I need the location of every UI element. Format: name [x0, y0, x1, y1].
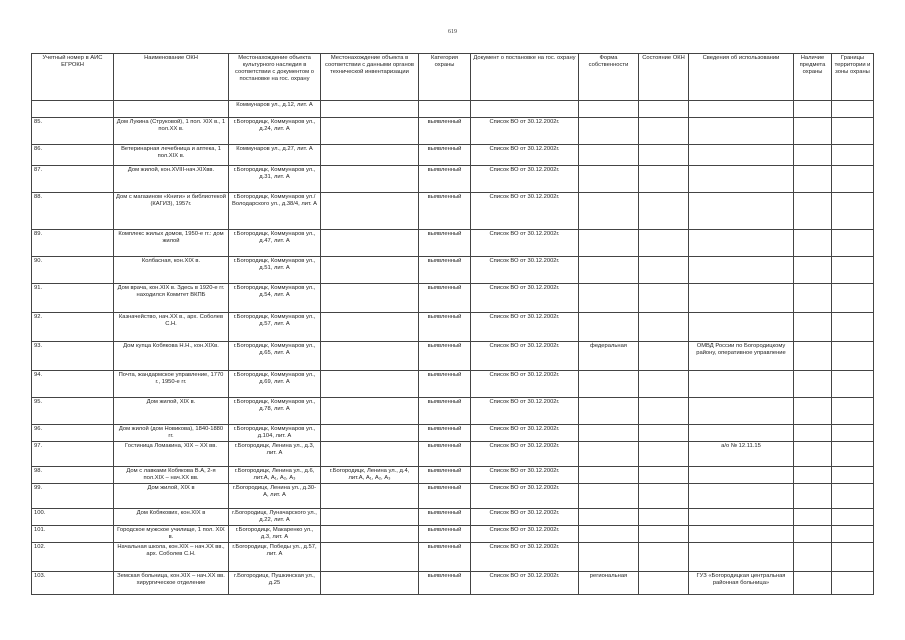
cell-location: г.Богородицк, Коммунаров ул., д.57, лит. А — [229, 313, 321, 342]
cell-state — [639, 442, 689, 467]
cell-location: г.Богородицк, Коммунаров ул., д.104, лит. А — [229, 425, 321, 442]
cell-document: Список ВО от 30.12.2002г. — [471, 467, 579, 484]
cell-usage — [689, 398, 794, 425]
table-row — [32, 257, 874, 284]
cell-document: Список ВО от 30.12.2002г. — [471, 442, 579, 467]
table-row — [32, 145, 874, 166]
cell-num: 90. — [32, 257, 114, 284]
cell-document: Список ВО от 30.12.2002г. — [471, 313, 579, 342]
cell-name: Ветеринарная лечебница и аптека, 1 пол.XIX в. — [114, 145, 229, 166]
cell-state — [639, 230, 689, 257]
cell-ownership — [579, 284, 639, 313]
cell-name: Дом купца Кобякова Н.Н., кон.XIXв. — [114, 342, 229, 371]
column-header: Сведения об использовании — [689, 54, 794, 101]
cell-bti — [321, 484, 419, 509]
cell-subject — [794, 118, 832, 145]
cell-ownership — [579, 313, 639, 342]
cell-name: Колбасная, кон.XIX в. — [114, 257, 229, 284]
column-header: Наличие предмета охраны — [794, 54, 832, 101]
header-row — [32, 54, 874, 101]
column-header: Документ о постановке на гос. охрану — [471, 54, 579, 101]
cell-subject — [794, 342, 832, 371]
cell-location: г.Богородицк, Ленина ул., д.3, лит. А — [229, 442, 321, 467]
table-row — [32, 398, 874, 425]
cell-ownership — [579, 425, 639, 442]
cell-document: Список ВО от 30.12.2002г. — [471, 166, 579, 193]
cell-usage — [689, 284, 794, 313]
cell-num: 93. — [32, 342, 114, 371]
cell-num: 92. — [32, 313, 114, 342]
column-header: Границы территории и зоны охраны — [832, 54, 874, 101]
cell-ownership — [579, 398, 639, 425]
cell-state — [639, 313, 689, 342]
cell-bti — [321, 313, 419, 342]
cell-num: 102. — [32, 543, 114, 572]
cell-state — [639, 284, 689, 313]
cell-category: выявленный — [419, 509, 471, 526]
column-header: Форма собственности — [579, 54, 639, 101]
cell-state — [639, 543, 689, 572]
cell-subject — [794, 193, 832, 230]
cell-document: Список ВО от 30.12.2002г. — [471, 230, 579, 257]
cell-ownership — [579, 166, 639, 193]
cell-subject — [794, 398, 832, 425]
cell-bti — [321, 257, 419, 284]
cell-state — [639, 484, 689, 509]
cell-num: 94. — [32, 371, 114, 398]
cell-location: г.Богородицк, Коммунаров ул., д.51, лит. А — [229, 257, 321, 284]
cell-category: выявленный — [419, 572, 471, 595]
continuation-row — [32, 101, 874, 118]
cell-usage — [689, 313, 794, 342]
cell-document: Список ВО от 30.12.2002г. — [471, 284, 579, 313]
cell-name: Дом жилой, XIX в. — [114, 398, 229, 425]
cell-document: Список ВО от 30.12.2002г. — [471, 371, 579, 398]
cell-subject — [794, 526, 832, 543]
cell-document: Список ВО от 30.12.2002г. — [471, 342, 579, 371]
cell-num: 98. — [32, 467, 114, 484]
table-row — [32, 572, 874, 595]
cell-category: выявленный — [419, 145, 471, 166]
cell-name: Казначейство, нач.XX в., арх. Соболев С.Н. — [114, 313, 229, 342]
cell-subject — [794, 145, 832, 166]
cell-state — [639, 118, 689, 145]
table-row — [32, 425, 874, 442]
cell-name: Дом Кобякових, кон.XIX в — [114, 509, 229, 526]
cell-bti — [321, 118, 419, 145]
cell-state — [639, 166, 689, 193]
cell-usage — [689, 509, 794, 526]
cell-ownership — [579, 543, 639, 572]
cell-bounds — [832, 193, 874, 230]
cell-bounds — [832, 526, 874, 543]
cell-subject — [794, 284, 832, 313]
cell-bounds — [832, 543, 874, 572]
cell-category: выявленный — [419, 230, 471, 257]
cell-bounds — [832, 509, 874, 526]
cell-usage — [689, 543, 794, 572]
cell-bounds — [832, 342, 874, 371]
cell-bounds — [832, 145, 874, 166]
cell-bounds — [832, 484, 874, 509]
table-row — [32, 509, 874, 526]
table-row — [32, 118, 874, 145]
cell-bounds — [832, 467, 874, 484]
cell-bti — [321, 442, 419, 467]
cell-ownership — [579, 193, 639, 230]
cell-location: г.Богородицк, Коммунаров ул., д.24, лит. А — [229, 118, 321, 145]
cell-name: Дом врача, кон.XIX в. Здесь в 1920-е гг. находился Комитет ВКПБ — [114, 284, 229, 313]
cell-num: 96. — [32, 425, 114, 442]
column-header: Местонахождение объекта в соответствии с данными органов технической инвентаризации — [321, 54, 419, 101]
cell-subject — [794, 425, 832, 442]
cell-num: 97. — [32, 442, 114, 467]
table-row — [32, 313, 874, 342]
column-header: Учетный номер в АИС ЕГРОКН — [32, 54, 114, 101]
cell-location: г.Богородицк, Победы ул., д.57, лит. А — [229, 543, 321, 572]
column-header: Состояние ОКН — [639, 54, 689, 101]
cell-usage — [689, 257, 794, 284]
table-row — [32, 166, 874, 193]
cell-document: Список ВО от 30.12.2002г. — [471, 484, 579, 509]
cell-state — [639, 257, 689, 284]
cell-bounds — [832, 313, 874, 342]
cell-ownership — [579, 484, 639, 509]
cell-state — [639, 145, 689, 166]
cell-location: г.Богородицк, Луначарского ул., д.22, лит. А — [229, 509, 321, 526]
cell-ownership: федеральная — [579, 342, 639, 371]
cell-ownership — [579, 442, 639, 467]
cell-document: Список ВО от 30.12.2002г. — [471, 526, 579, 543]
cell-usage — [689, 230, 794, 257]
cell-bounds — [832, 572, 874, 595]
cell-num: 89. — [32, 230, 114, 257]
cell-location: г.Богородицк, Коммунаров ул., д.47, лит. А — [229, 230, 321, 257]
cell-name: Дом жилой, XIX в — [114, 484, 229, 509]
cell-location: г.Богородицк, Коммунаров ул., д.78, лит. А — [229, 398, 321, 425]
cell-usage: ОМВД России по Богородицкому району, оперативное управление — [689, 342, 794, 371]
cell-ownership — [579, 509, 639, 526]
cell-subject — [794, 166, 832, 193]
cell-bti — [321, 166, 419, 193]
cell-name: Земская больница, кон.XIX – нач.XX вв. хирургическое отделение — [114, 572, 229, 595]
cell-ownership — [579, 526, 639, 543]
cell-num: 91. — [32, 284, 114, 313]
cell-category: выявленный — [419, 313, 471, 342]
cell-location: г.Богородицк, Пушкинская ул., д.25 — [229, 572, 321, 595]
cell-name: Гостиница Ломакина, XIX – XX вв. — [114, 442, 229, 467]
cell-category: выявленный — [419, 257, 471, 284]
cell-location: г.Богородицк, Макаренко ул., д.3, лит. А — [229, 526, 321, 543]
cell-ownership — [579, 467, 639, 484]
cell-category: выявленный — [419, 526, 471, 543]
cell-ownership — [579, 118, 639, 145]
cell-name: Комплекс жилых домов, 1950-е гг.: дом жилой — [114, 230, 229, 257]
cell-num: 95. — [32, 398, 114, 425]
cell-category: выявленный — [419, 342, 471, 371]
cell-name: Начальная школа, кон.XIX – нач.XX вв., арх. Соболев С.Н. — [114, 543, 229, 572]
cell-ownership — [579, 257, 639, 284]
cell-num: 103. — [32, 572, 114, 595]
cell-ownership — [579, 230, 639, 257]
cell-bti — [321, 526, 419, 543]
cell-num: 99. — [32, 484, 114, 509]
cell-usage — [689, 193, 794, 230]
table-row — [32, 342, 874, 371]
cell-subject — [794, 543, 832, 572]
cell-location: г.Богородицк, Коммунаров ул., д.69, лит. А — [229, 371, 321, 398]
cell-usage: ГУЗ «Богородицкая центральная районная больница» — [689, 572, 794, 595]
cell-bti — [321, 425, 419, 442]
table-row — [32, 543, 874, 572]
cell-bounds — [832, 442, 874, 467]
cell-subject — [794, 257, 832, 284]
cell-category: выявленный — [419, 166, 471, 193]
table-row — [32, 484, 874, 509]
cell-category: выявленный — [419, 284, 471, 313]
cell-name: Дом жилой (дом Новикова), 1840-1880 гг. — [114, 425, 229, 442]
cell-name: Дом с магазином «Книги» и библиотекой (КАГИЗ), 1957г. — [114, 193, 229, 230]
cell-state — [639, 467, 689, 484]
cell-num: 100. — [32, 509, 114, 526]
cell-state — [639, 572, 689, 595]
cell-bti — [321, 509, 419, 526]
cell-num: 88. — [32, 193, 114, 230]
column-header: Наименование ОКН — [114, 54, 229, 101]
table-row — [32, 526, 874, 543]
cell-document: Список ВО от 30.12.2002г. — [471, 118, 579, 145]
cell-bounds — [832, 398, 874, 425]
cell-usage — [689, 145, 794, 166]
cell-usage — [689, 166, 794, 193]
table-row — [32, 284, 874, 313]
cell-category: выявленный — [419, 484, 471, 509]
cell-category: выявленный — [419, 118, 471, 145]
table-row — [32, 230, 874, 257]
cell-usage — [689, 484, 794, 509]
cell-state — [639, 526, 689, 543]
cell-name: Дом Лукина (Струковой), 1 пол. XIX в., 1 пол.XX в. — [114, 118, 229, 145]
table-row — [32, 442, 874, 467]
cell-category: выявленный — [419, 442, 471, 467]
cell-state — [639, 371, 689, 398]
cell-location: г.Богородицк, Коммунаров ул., д.65, лит. А — [229, 342, 321, 371]
cell-usage — [689, 425, 794, 442]
table-row — [32, 371, 874, 398]
cell-bounds — [832, 371, 874, 398]
cell-ownership — [579, 145, 639, 166]
cell-num: 87. — [32, 166, 114, 193]
cell-name: Городское мужское училище, 1 пол. XIX в. — [114, 526, 229, 543]
cell-subject — [794, 484, 832, 509]
cell-name: Почта, жандармское управление, 1770 г., 1950-е гг. — [114, 371, 229, 398]
cell-category: выявленный — [419, 467, 471, 484]
cell-bti — [321, 230, 419, 257]
cell-bounds — [832, 118, 874, 145]
cell-bti — [321, 572, 419, 595]
cell-subject — [794, 230, 832, 257]
cell-state — [639, 193, 689, 230]
cell-category: выявленный — [419, 398, 471, 425]
cell-location: Коммунаров ул., д.27, лит. А — [229, 145, 321, 166]
cell-subject — [794, 371, 832, 398]
page-number: 619 — [448, 29, 457, 35]
cell-location: г.Богородицк, Ленина ул., д.30-А, лит. А — [229, 484, 321, 509]
cell-usage — [689, 371, 794, 398]
cell-bti: г.Богородицк, Ленина ул., д.4, лит.А, А₁, А₂, А₃ — [321, 467, 419, 484]
cell-bti — [321, 342, 419, 371]
cell-state — [639, 425, 689, 442]
cell-document: Список ВО от 30.12.2002г. — [471, 145, 579, 166]
cell-usage: а/о № 12.11.15 — [689, 442, 794, 467]
cell-bti — [321, 193, 419, 230]
cell-state — [639, 398, 689, 425]
cell-ownership — [579, 371, 639, 398]
cell-ownership: региональная — [579, 572, 639, 595]
cell-category: выявленный — [419, 371, 471, 398]
cell-document: Список ВО от 30.12.2002г. — [471, 193, 579, 230]
cell-location: г.Богородицк, Коммунаров ул., д.54, лит. А — [229, 284, 321, 313]
table-row — [32, 193, 874, 230]
cell-bounds — [832, 425, 874, 442]
cell-state — [639, 509, 689, 526]
cell-subject — [794, 442, 832, 467]
cell-document: Список ВО от 30.12.2002г. — [471, 509, 579, 526]
cell-category: выявленный — [419, 543, 471, 572]
cell-category: выявленный — [419, 193, 471, 230]
cell-usage — [689, 526, 794, 543]
cell-bounds — [832, 230, 874, 257]
cell-document: Список ВО от 30.12.2002г. — [471, 543, 579, 572]
column-header: Местонахождение объекта культурного наследия в соответствии с документом о постановке на гос. охрану — [229, 54, 321, 101]
register-table — [31, 53, 874, 595]
cell-bti — [321, 145, 419, 166]
cell-name: Дом с лавками Кобякова В.А, 2-я пол.XIX – нач.XX вв. — [114, 467, 229, 484]
cell-state — [639, 342, 689, 371]
cell-bounds — [832, 166, 874, 193]
cell-num: 86. — [32, 145, 114, 166]
cell-location: г.Богородицк, Коммунаров ул., д.31, лит. А — [229, 166, 321, 193]
cell-num: 85. — [32, 118, 114, 145]
table-row — [32, 467, 874, 484]
cell-subject — [794, 572, 832, 595]
cell-name: Дом жилой, кон.XVIII-нач.XIXвв. — [114, 166, 229, 193]
continuation-location: Коммунаров ул., д.12, лит. А — [229, 101, 321, 118]
cell-bounds — [832, 284, 874, 313]
cell-bti — [321, 543, 419, 572]
cell-category: выявленный — [419, 425, 471, 442]
cell-document: Список ВО от 30.12.2002г. — [471, 398, 579, 425]
cell-bti — [321, 371, 419, 398]
cell-location: г.Богородицк, Коммунаров ул./Володарского ул., д.38/4, лит. А — [229, 193, 321, 230]
cell-bounds — [832, 257, 874, 284]
cell-location: г.Богородицк, Ленина ул., д.6, лит.А, А₁, А₂, А₃ — [229, 467, 321, 484]
cell-document: Список ВО от 30.12.2002г. — [471, 257, 579, 284]
column-header: Категория охраны — [419, 54, 471, 101]
cell-usage — [689, 467, 794, 484]
cell-usage — [689, 118, 794, 145]
cell-subject — [794, 467, 832, 484]
cell-subject — [794, 509, 832, 526]
cell-document: Список ВО от 30.12.2002г. — [471, 572, 579, 595]
cell-subject — [794, 313, 832, 342]
cell-document: Список ВО от 30.12.2002г. — [471, 425, 579, 442]
cell-bti — [321, 398, 419, 425]
cell-num: 101. — [32, 526, 114, 543]
cell-bti — [321, 284, 419, 313]
